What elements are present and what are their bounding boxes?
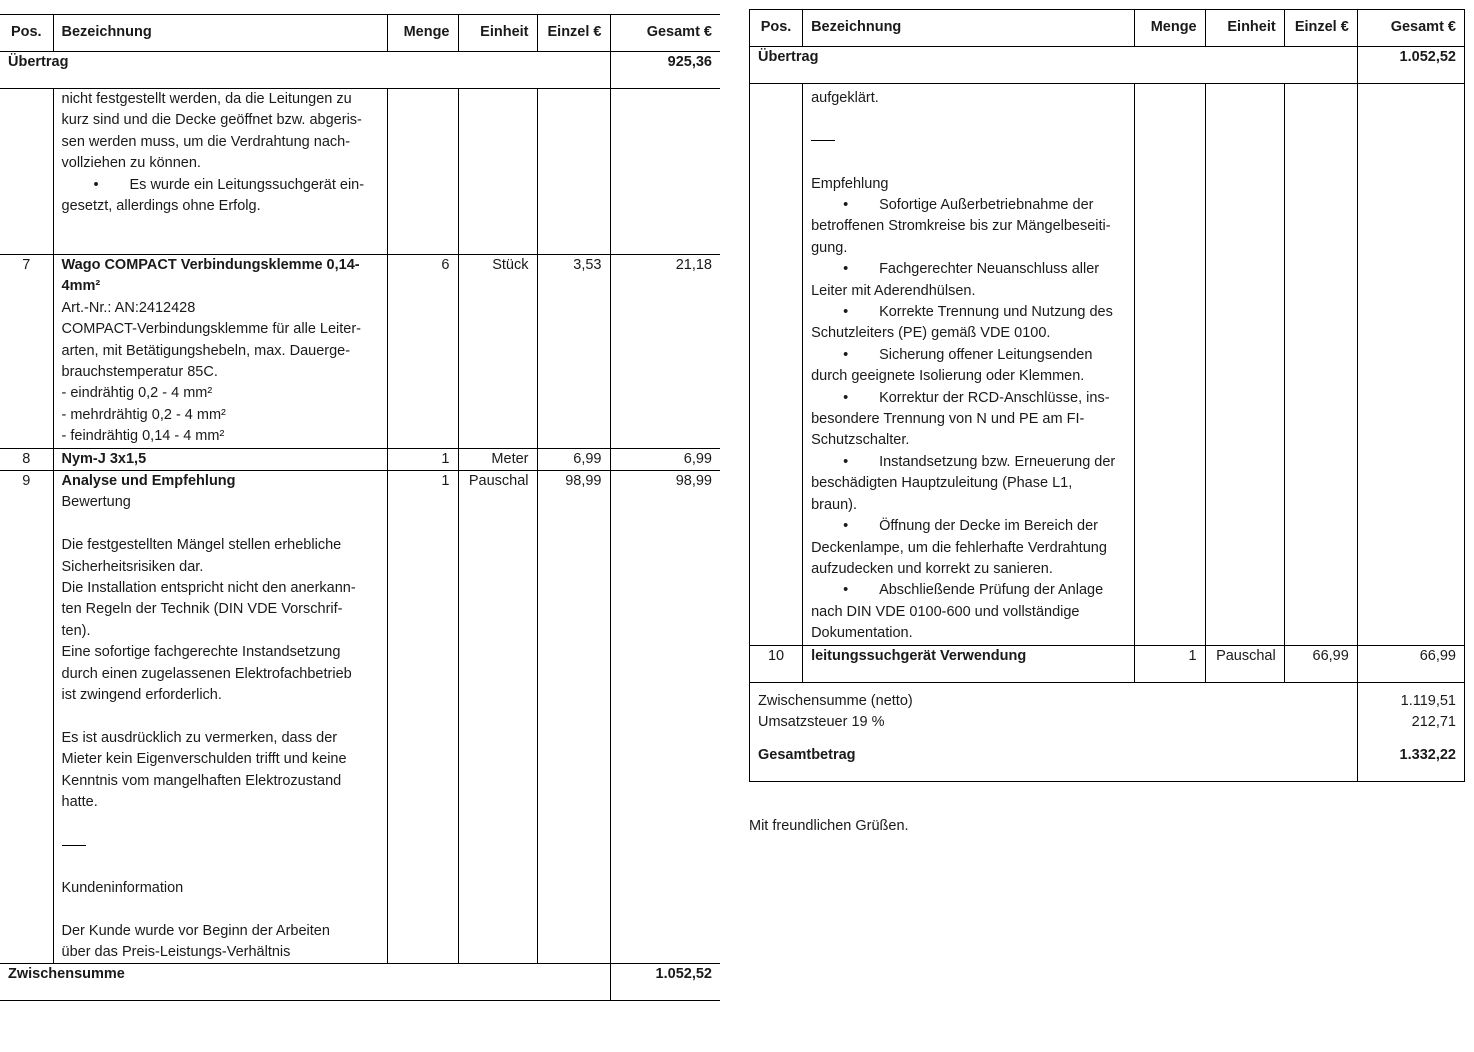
- ust-value: 212,71: [1357, 712, 1464, 733]
- table-header: [0, 15, 720, 52]
- table-row: [750, 645, 1465, 682]
- item-pos: 8: [22, 450, 31, 467]
- separator-rule: [62, 845, 86, 846]
- gesamt-value: 1.332,22: [1357, 733, 1464, 781]
- summary-gesamt-row: [750, 733, 1465, 781]
- netto-label: Zwischensumme (netto): [758, 692, 913, 709]
- header-gesamt: Gesamt €: [610, 15, 720, 52]
- item-einheit: Stück: [458, 255, 537, 449]
- continued-description: aufgeklärt. Empfehlung • Sofortige Außerbetriebnahme der betroffenen Stromkreise bis zur Mängelbeseiti- gung. • Fachgerechter Neuanschluss aller Leiter mit Aderendhülsen. • Korrekte Trennung und Nutzung des Schutzleiters (PE) gemäß VDE 0100. • Sicherung offener Leitungsenden durch geeignete Isolierung oder Klemmen. • Korrektur der RCD-Anschlüsse, ins- besondere Trennung von N und PE am FI- Schutzschalter. • Instandsetzung bzw. Erneuerung der beschädigten Hauptzuleitung (Phase L1, braun). • Öffnung der Decke im Bereich der Deckenlampe, um die fehlerhafte Verdrahtung aufzudecken und korrekt zu sanieren. • Abschließende Prüfung der Anlage nach DIN VDE 0100-600 und vollständige Dokumentation.: [803, 84, 1134, 646]
- item-description: Analyse und Empfehlung Bewertung Die festgestellten Mängel stellen erhebliche Sicherheitsrisiken dar. Die Installation entspricht nicht den anerkann- ten Regeln der Technik (DIN VDE Vorschrif- ten). Eine sofortige fachgerechte Instandsetzung durch einen zugelassenen Elektrofachbetrieb ist zwingend erforderlich. Es ist ausdrücklich zu vermerken, dass der Mieter kein Eigenverschulden trifft und keine Kenntnis vom mangelhaften Elektrozustand hatte. Kundeninformation Der Kunde wurde vor Beginn der Arbeiten über das Preis-Leistungs-Verhältnis: [53, 471, 387, 964]
- header-menge: Menge: [387, 15, 458, 52]
- list-item: • Es wurde ein Leitungssuchgerät ein-: [62, 175, 379, 196]
- ust-label: Umsatzsteuer 19 %: [758, 713, 885, 730]
- item-einzel: 3,53: [537, 255, 610, 449]
- empfehlung-heading: Empfehlung: [811, 175, 889, 192]
- bullet-icon: •: [843, 304, 849, 321]
- item-einzel: 98,99: [537, 471, 610, 964]
- empfehlung-list: • Sofortige Außerbetriebnahme der betroffenen Stromkreise bis zur Mängelbeseiti- gung. • Fachgerechter Neuanschluss aller Leiter mit Aderendhülsen. • Korrekte Trennung und Nutzung des Schutzleiters (PE) gemäß VDE 0100. • Sicherung offener Leitungsenden durch geeignete Isolierung oder Klemmen. • Korrektur der RCD-Anschlüsse, ins- besondere Trennung von N und PE am FI- Schutzschalter. • Instandsetzung bzw. Erneuerung der beschädigten Hauptzuleitung (Phase L1, braun). • Öffnung der Decke im Bereich der Deckenlampe, um die fehlerhafte Verdrahtung aufzudecken und korrekt zu sanieren. • Abschließende Prüfung der Anlage nach DIN VDE 0100-600 und vollständige Dokumentation.: [811, 195, 1125, 645]
- item-menge: 1: [387, 471, 458, 964]
- item-description: Wago COMPACT Verbindungsklemme 0,14- 4mm² Art.-Nr.: AN:2412428 COMPACT-Verbindungsklemme für alle Leiter- arten, mit Betätigungshebeln, max. Dauerge- brauchstemperatur 85C. - eindrähtig 0,2 - 4 mm² - mehrdrähtig 0,2 - 4 mm² - feindrähtig 0,14 - 4 mm²: [53, 255, 387, 449]
- item-einzel: 6,99: [537, 448, 610, 470]
- invoice-table-right: [749, 9, 1465, 782]
- invoice-page-right: [749, 9, 1465, 782]
- invoice-page-left: [0, 14, 720, 1001]
- table-row: [0, 448, 720, 470]
- header-einheit: Einheit: [458, 15, 537, 52]
- header-pos: Pos.: [0, 15, 53, 52]
- invoice-table-left: [0, 14, 720, 1001]
- list-item: • Sicherung offener Leitungsenden: [811, 345, 1125, 366]
- item-pos: 7: [22, 257, 31, 273]
- header-bezeichnung: Bezeichnung: [53, 15, 387, 52]
- uebertrag-value: 1.052,52: [1357, 47, 1464, 84]
- uebertrag-row: [0, 52, 720, 89]
- zwischensumme-label: Zwischensumme: [8, 966, 125, 983]
- bullet-icon: •: [843, 389, 849, 406]
- header-einzel: Einzel €: [1284, 10, 1357, 47]
- table-row: [0, 89, 720, 255]
- netto-value: 1.119,51: [1357, 682, 1464, 712]
- item-gesamt: 98,99: [610, 471, 720, 964]
- table-header: [750, 10, 1465, 47]
- continued-description: nicht festgestellt werden, da die Leitungen zu kurz sind und die Decke geöffnet bzw. abgeris- sen werden muss, um die Verdrahtung nach- vollziehen zu können. • Es wurde ein Leitungssuchgerät ein- gesetzt, allerdings ohne Erfolg.: [53, 89, 387, 255]
- header-bezeichnung: Bezeichnung: [803, 10, 1134, 47]
- zwischensumme-value: 1.052,52: [610, 964, 720, 1001]
- item-pos: 10: [767, 647, 785, 664]
- bullet-icon: •: [843, 346, 849, 363]
- list-item: • Abschließende Prüfung der Anlage: [811, 580, 1125, 601]
- uebertrag-value: 925,36: [610, 52, 720, 89]
- list-item: • Sofortige Außerbetriebnahme der: [811, 195, 1125, 216]
- bullet-icon: •: [843, 582, 849, 599]
- bullet-icon: •: [843, 518, 849, 535]
- closing-text: Mit freundlichen Grüßen.: [749, 818, 909, 834]
- uebertrag-label: Übertrag: [8, 54, 69, 70]
- summary-ust-row: [750, 712, 1465, 733]
- summary-netto-row: [750, 682, 1465, 712]
- bullet-icon: •: [93, 176, 99, 193]
- bullet-icon: •: [843, 261, 849, 278]
- table-row: [0, 255, 720, 449]
- item-pos: 9: [22, 473, 31, 490]
- bullet-icon: •: [843, 453, 849, 470]
- item-menge: 1: [387, 448, 458, 470]
- item-menge: 6: [387, 255, 458, 449]
- item-description: Nym-J 3x1,5: [53, 448, 387, 470]
- header-gesamt: Gesamt €: [1357, 10, 1464, 47]
- list-item: • Instandsetzung bzw. Erneuerung der: [811, 452, 1125, 473]
- list-item: • Korrektur der RCD-Anschlüsse, ins-: [811, 388, 1125, 409]
- item-einheit: Pauschal: [458, 471, 537, 964]
- item-description: leitungssuchgerät Verwendung: [803, 645, 1134, 682]
- item-einzel: 66,99: [1284, 645, 1357, 682]
- uebertrag-row: [750, 47, 1465, 84]
- header-menge: Menge: [1134, 10, 1205, 47]
- gesamt-label: Gesamtbetrag: [758, 747, 856, 764]
- item-einheit: Pauschal: [1205, 645, 1284, 682]
- zwischensumme-row: [0, 964, 720, 1001]
- item-einheit: Meter: [458, 448, 537, 470]
- item-gesamt: 6,99: [610, 448, 720, 470]
- table-row: [0, 471, 720, 964]
- list-item: • Fachgerechter Neuanschluss aller: [811, 259, 1125, 280]
- item-gesamt: 66,99: [1357, 645, 1464, 682]
- header-pos: Pos.: [750, 10, 803, 47]
- item-menge: 1: [1134, 645, 1205, 682]
- uebertrag-label: Übertrag: [758, 49, 819, 65]
- header-einheit: Einheit: [1205, 10, 1284, 47]
- header-einzel: Einzel €: [537, 15, 610, 52]
- list-item: • Öffnung der Decke im Bereich der: [811, 516, 1125, 537]
- item-gesamt: 21,18: [610, 255, 720, 449]
- separator-rule: [811, 140, 835, 141]
- bullet-icon: •: [843, 197, 849, 213]
- table-row: [750, 84, 1465, 646]
- list-item: • Korrekte Trennung und Nutzung des: [811, 302, 1125, 323]
